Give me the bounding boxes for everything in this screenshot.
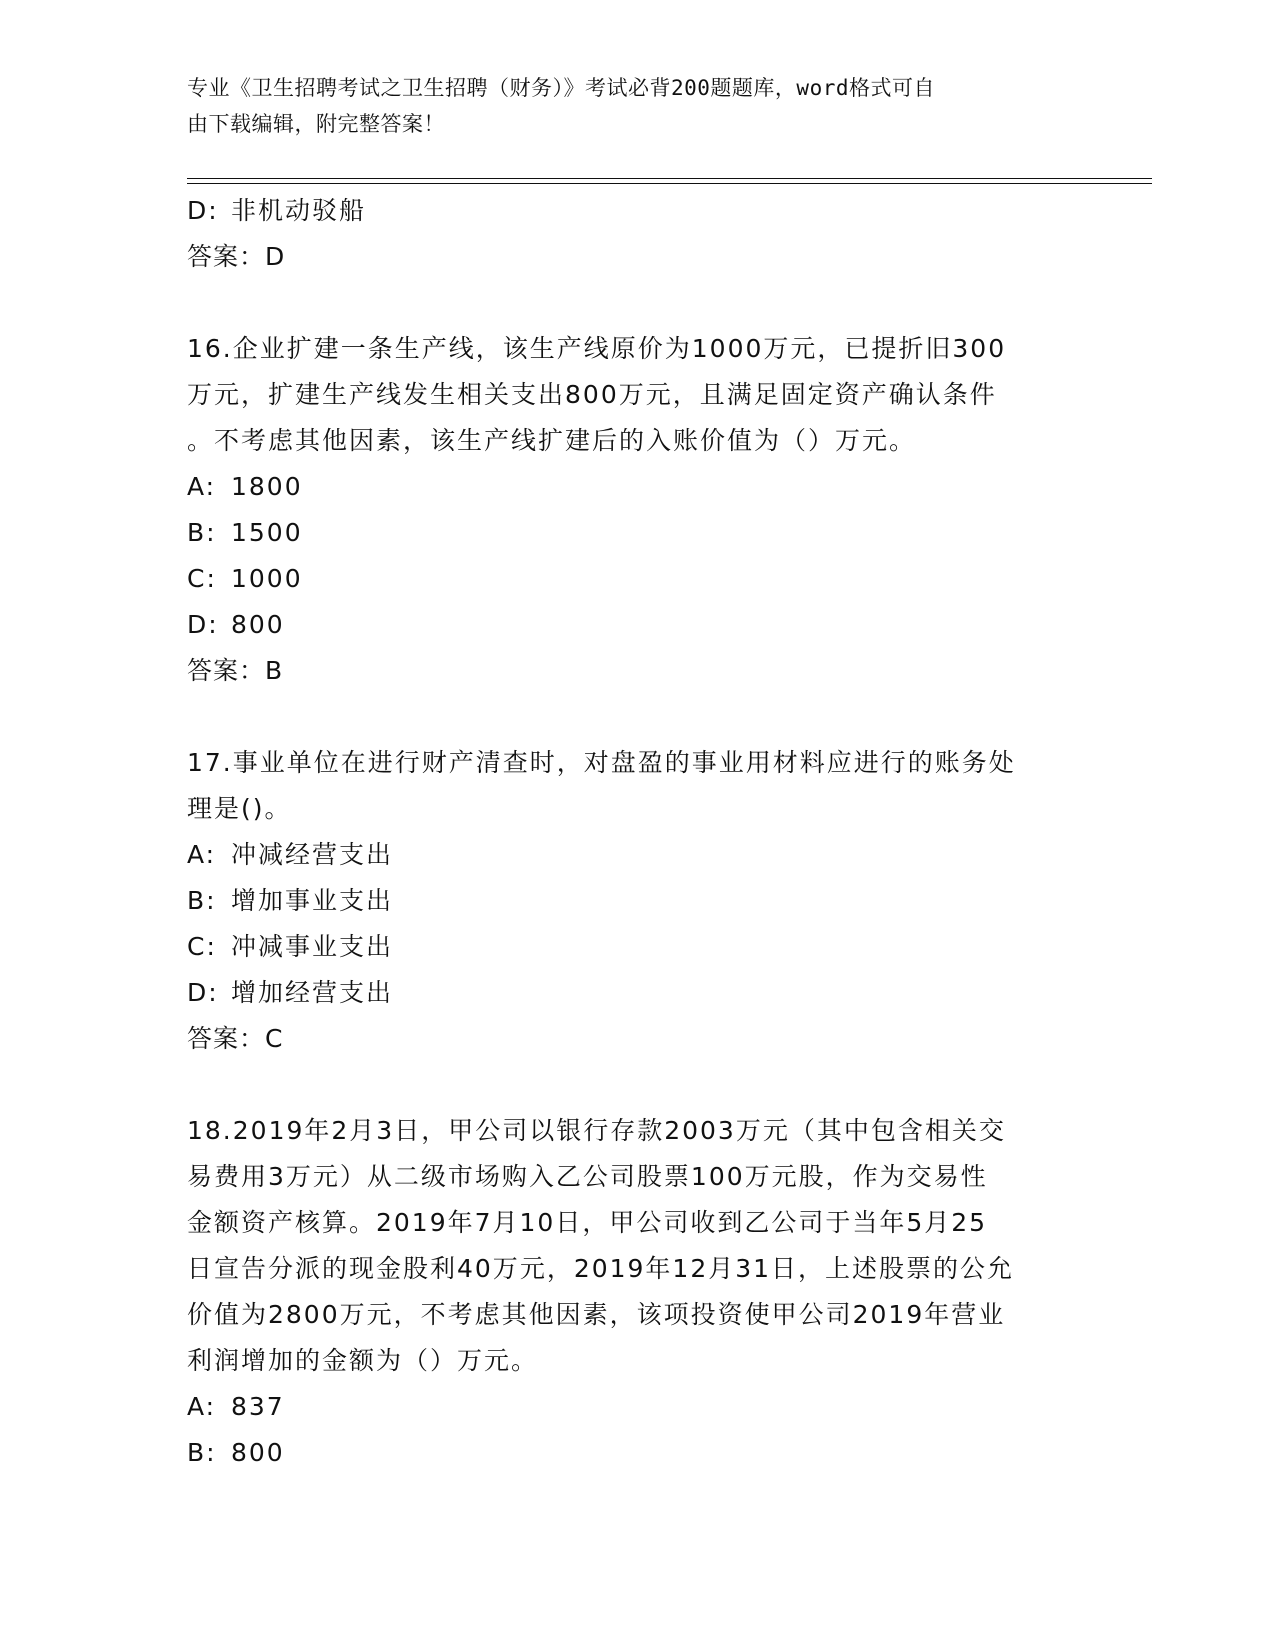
option-text: 非机动驳船: [231, 196, 367, 225]
question-line: 16.企业扩建一条生产线，该生产线原价为1000万元，已提折旧300: [187, 334, 1007, 363]
option-letter: B:: [187, 1438, 217, 1467]
option-letter: B:: [187, 518, 217, 547]
option-text: 1500: [231, 518, 303, 547]
document-header: [187, 70, 1067, 142]
option-d: [187, 970, 1087, 1016]
question-line: 理是()。: [187, 794, 292, 823]
question-line: 。不考虑其他因素，该生产线扩建后的入账价值为（）万元。: [187, 426, 917, 455]
question-text: [187, 326, 1067, 464]
option-text: 冲减事业支出: [231, 932, 394, 961]
option-letter: A:: [187, 472, 217, 501]
prev-option-d: [187, 188, 1087, 234]
option-a: [187, 464, 1087, 510]
option-text: 增加经营支出: [231, 978, 394, 1007]
option-text: 800: [231, 610, 285, 639]
option-letter: C:: [187, 564, 217, 593]
question-line: 易费用3万元）从二级市场购入乙公司股票100万元股，作为交易性: [187, 1162, 988, 1191]
option-c: [187, 924, 1087, 970]
option-b: [187, 1430, 1087, 1476]
question-line: 日宣告分派的现金股利40万元，2019年12月31日，上述股票的公允: [187, 1254, 1015, 1283]
question-17: [187, 740, 1087, 1062]
question-text: [187, 1108, 1067, 1384]
option-letter: D:: [187, 196, 219, 225]
option-text: 冲减经营支出: [231, 840, 394, 869]
question-line: 价值为2800万元，不考虑其他因素，该项投资使甲公司2019年营业: [187, 1300, 1006, 1329]
option-b: [187, 878, 1087, 924]
header-line-2: 由下载编辑，附完整答案！: [187, 112, 445, 136]
spacer: [187, 280, 1087, 326]
question-content: [187, 188, 1087, 1476]
question-line: 18.2019年2月3日，甲公司以银行存款2003万元（其中包含相关交: [187, 1116, 1006, 1145]
header-rule-bottom: [187, 183, 1152, 184]
option-b: [187, 510, 1087, 556]
question-16: [187, 326, 1087, 694]
header-line-1: 专业《卫生招聘考试之卫生招聘（财务）》考试必背200题题库，word格式可自: [187, 76, 935, 100]
spacer: [187, 694, 1087, 740]
answer: 答案：C: [187, 1024, 284, 1053]
question-line: 金额资产核算。2019年7月10日，甲公司收到乙公司于当年5月25: [187, 1208, 988, 1237]
option-text: 增加事业支出: [231, 886, 394, 915]
answer: 答案：B: [187, 656, 284, 685]
option-letter: A:: [187, 1392, 217, 1421]
option-text: 837: [231, 1392, 285, 1421]
spacer: [187, 1062, 1087, 1108]
option-text: 1800: [231, 472, 303, 501]
option-letter: D:: [187, 610, 219, 639]
question-line: 万元，扩建生产线发生相关支出800万元，且满足固定资产确认条件: [187, 380, 997, 409]
option-text: 1000: [231, 564, 303, 593]
option-letter: B:: [187, 886, 217, 915]
header-rule-top: [187, 178, 1152, 179]
option-c: [187, 556, 1087, 602]
option-letter: A:: [187, 840, 217, 869]
option-text: 800: [231, 1438, 285, 1467]
question-text: [187, 740, 1067, 832]
option-letter: C:: [187, 932, 217, 961]
question-18: [187, 1108, 1087, 1476]
option-d: [187, 602, 1087, 648]
option-letter: D:: [187, 978, 219, 1007]
option-a: [187, 1384, 1087, 1430]
option-a: [187, 832, 1087, 878]
prev-answer: 答案：D: [187, 242, 286, 271]
question-line: 利润增加的金额为（）万元。: [187, 1346, 539, 1375]
question-line: 17.事业单位在进行财产清查时，对盘盈的事业用材料应进行的账务处: [187, 748, 1016, 777]
